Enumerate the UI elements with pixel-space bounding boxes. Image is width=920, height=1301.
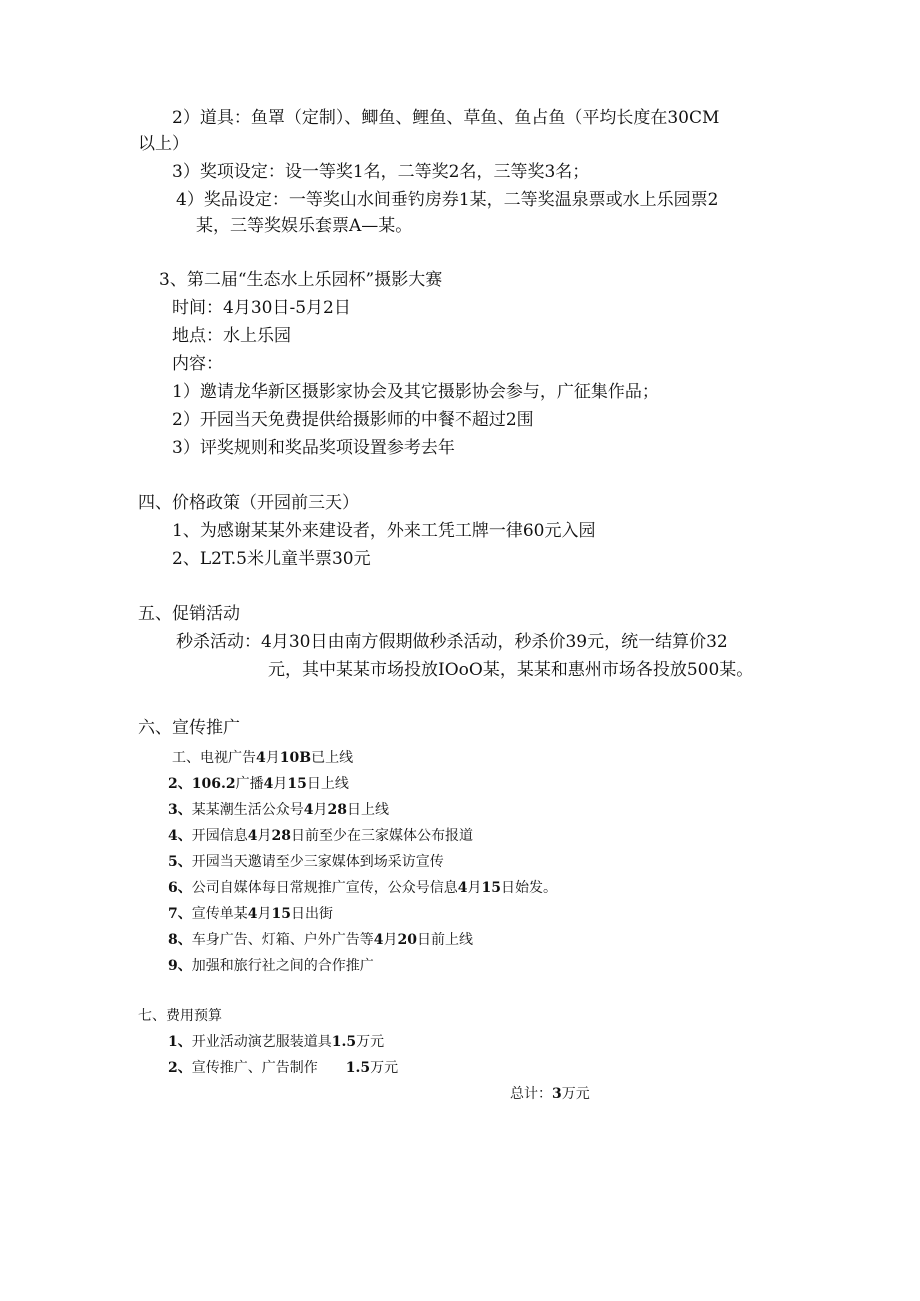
awards-line: 3）奖项设定：设一等奖1名，二等奖2名，三等奖3名； bbox=[172, 162, 590, 182]
item-text: 月 bbox=[257, 828, 272, 844]
props-line-1: 2）道具：鱼罩（定制）、鲫鱼、鲤鱼、草鱼、鱼占鱼（平均长度在30CM bbox=[172, 108, 720, 128]
item-number-bold: 4 bbox=[247, 828, 258, 844]
item-number-bold: 4 bbox=[263, 776, 274, 792]
publicity-item bbox=[168, 881, 557, 895]
item-text: 日上线 bbox=[346, 802, 389, 818]
item-number: 2、 bbox=[168, 1060, 192, 1076]
item-number-bold: 4 bbox=[373, 932, 384, 948]
promo-heading: 五、促销活动 bbox=[138, 604, 240, 624]
pricing-heading: 四、价格政策（开园前三天） bbox=[138, 493, 359, 513]
budget-total bbox=[510, 1087, 590, 1101]
promo-line-1: 秒杀活动：4月30日由南方假期做秒杀活动，秒杀价39元，统一结算价32 bbox=[176, 632, 728, 652]
item-number-bold: 4 bbox=[457, 880, 468, 896]
item-number-bold: 15 bbox=[287, 776, 307, 792]
publicity-item bbox=[168, 959, 374, 973]
item-number-bold: 10B bbox=[279, 750, 312, 766]
item-number-bold: 106.2 bbox=[191, 776, 236, 792]
item-text: 宣传推广、广告制作 bbox=[191, 1060, 318, 1076]
item-number-bold: 20 bbox=[397, 932, 417, 948]
item-text: 日始发。 bbox=[500, 880, 557, 896]
item-text: 日前上线 bbox=[416, 932, 473, 948]
publicity-item bbox=[168, 777, 349, 791]
item-number-bold: 28 bbox=[327, 802, 347, 818]
photo-contest-time: 时间：4月30日-5月2日 bbox=[172, 298, 351, 318]
item-text: 月 bbox=[383, 932, 398, 948]
promo-line-2: 元，其中某某市场投放IOoO某，某某和惠州市场各投放500某。 bbox=[268, 660, 754, 680]
budget-unit: 万元 bbox=[370, 1060, 399, 1076]
item-number: 1、 bbox=[168, 1034, 192, 1050]
item-text: 月 bbox=[257, 906, 272, 922]
item-text: 月 bbox=[265, 750, 280, 766]
item-text: 月 bbox=[273, 776, 288, 792]
photo-contest-item: 3）评奖规则和奖品奖项设置参考去年 bbox=[172, 438, 455, 458]
photo-contest-item: 1）邀请龙华新区摄影家协会及其它摄影协会参与，广征集作品； bbox=[172, 382, 659, 402]
item-text: 日出街 bbox=[290, 906, 333, 922]
item-text: 已上线 bbox=[311, 750, 354, 766]
item-number-bold: 15 bbox=[481, 880, 501, 896]
photo-contest-content-label: 内容： bbox=[172, 354, 223, 374]
item-text: 公司自媒体每日常规推广宣传，公众号信息 bbox=[191, 880, 458, 896]
pricing-item: 1、为感谢某某外来建设者，外来工凭工牌一律60元入园 bbox=[172, 521, 596, 541]
item-text: 开园信息 bbox=[191, 828, 248, 844]
item-number: 8、 bbox=[168, 932, 192, 948]
item-text: 月 bbox=[467, 880, 482, 896]
item-text: 广播 bbox=[235, 776, 264, 792]
item-text: 宣传单某 bbox=[191, 906, 248, 922]
budget-item bbox=[168, 1061, 398, 1075]
item-number-bold: 4 bbox=[303, 802, 314, 818]
publicity-item bbox=[172, 751, 353, 765]
pricing-item: 2、L2T.5米儿童半票30元 bbox=[172, 549, 371, 569]
publicity-item bbox=[168, 829, 473, 843]
item-number: 3、 bbox=[168, 802, 192, 818]
budget-unit: 万元 bbox=[356, 1034, 385, 1050]
photo-contest-place: 地点：水上乐园 bbox=[172, 326, 291, 346]
total-amount: 3 bbox=[552, 1086, 562, 1102]
item-number-bold: 4 bbox=[247, 906, 258, 922]
item-text: 日上线 bbox=[306, 776, 349, 792]
item-text: 某某潮生活公众号 bbox=[191, 802, 304, 818]
item-text: 车身广告、灯箱、户外广告等 bbox=[191, 932, 374, 948]
item-number-bold: 15 bbox=[271, 906, 291, 922]
publicity-item bbox=[168, 933, 473, 947]
photo-contest-item: 2）开园当天免费提供给摄影师的中餐不超过2围 bbox=[172, 410, 534, 430]
publicity-item bbox=[168, 907, 333, 921]
item-number-bold: 28 bbox=[271, 828, 291, 844]
budget-amount: 1.5 bbox=[345, 1060, 371, 1076]
item-text: 日前至少在三家媒体公布报道 bbox=[290, 828, 473, 844]
budget-item bbox=[168, 1035, 384, 1049]
item-number-bold: 4 bbox=[256, 750, 266, 766]
total-unit: 万元 bbox=[561, 1086, 590, 1102]
publicity-heading: 六、宣传推广 bbox=[138, 718, 240, 738]
publicity-item bbox=[168, 855, 444, 869]
prizes-line-2: 某，三等奖娱乐套票A—某。 bbox=[196, 216, 413, 236]
item-text: 开业活动演艺服装道具 bbox=[191, 1034, 332, 1050]
item-number: 9、 bbox=[168, 958, 192, 974]
budget-amount: 1.5 bbox=[331, 1034, 357, 1050]
item-number: 工、 bbox=[172, 750, 200, 766]
item-number: 6、 bbox=[168, 880, 192, 896]
budget-heading: 七、费用预算 bbox=[138, 1008, 222, 1024]
photo-contest-title: 3、第二届“生态水上乐园杯”摄影大赛 bbox=[159, 270, 443, 290]
item-text: 月 bbox=[313, 802, 328, 818]
publicity-item bbox=[168, 803, 389, 817]
item-text: 开园当天邀请至少三家媒体到场采访宣传 bbox=[191, 854, 444, 870]
total-label: 总计： bbox=[510, 1086, 552, 1102]
prizes-line-1: 4）奖品设定：一等奖山水间垂钓房券1某，二等奖温泉票或水上乐园票2 bbox=[176, 190, 719, 210]
item-number: 5、 bbox=[168, 854, 192, 870]
item-text: 电视广告 bbox=[200, 750, 256, 766]
item-number: 2、 bbox=[168, 776, 192, 792]
item-number: 4、 bbox=[168, 828, 192, 844]
item-number: 7、 bbox=[168, 906, 192, 922]
props-line-2: 以上） bbox=[138, 134, 189, 154]
item-text: 加强和旅行社之间的合作推广 bbox=[191, 958, 374, 974]
